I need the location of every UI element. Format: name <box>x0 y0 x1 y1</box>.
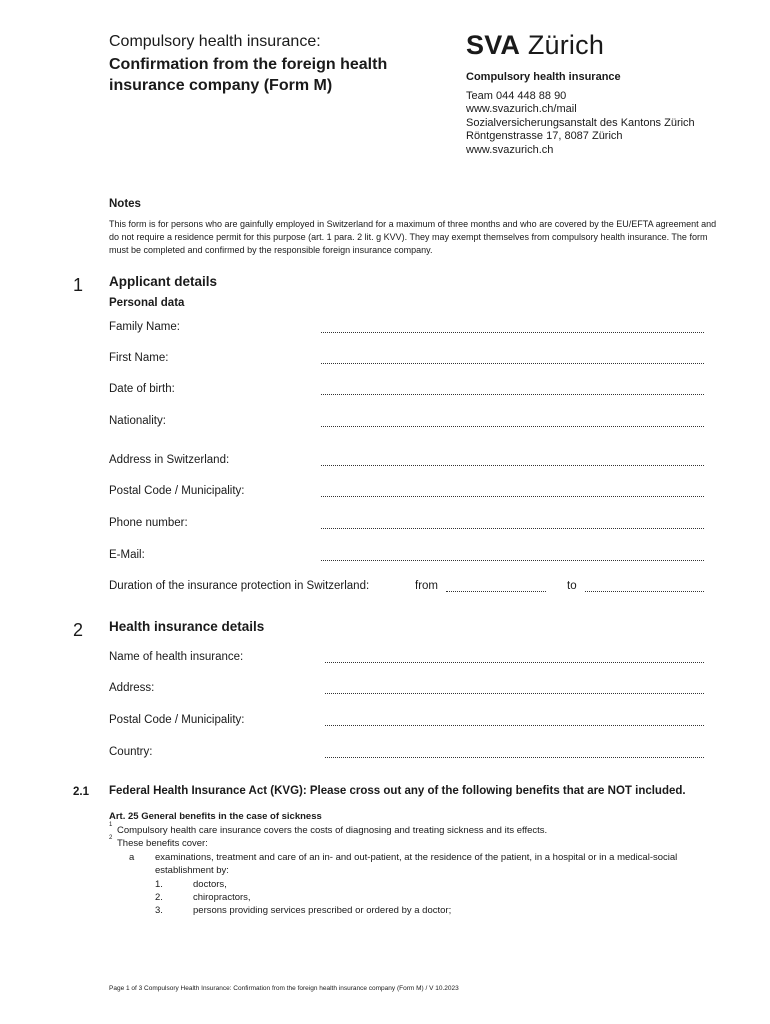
date-of-birth-field[interactable] <box>321 394 704 395</box>
personal-data-heading: Personal data <box>109 297 185 309</box>
duration-label: Duration of the insurance protection in Switzerland: <box>109 580 370 592</box>
contact-website-link[interactable]: www.svazurich.ch <box>466 144 554 156</box>
subitem-number: 1. <box>155 879 163 890</box>
from-label: from <box>415 580 438 592</box>
item-a-mark: a <box>129 852 135 863</box>
insurance-address-label: Address: <box>109 682 155 694</box>
notes-heading: Notes <box>109 198 141 210</box>
section-number: 1 <box>73 275 84 295</box>
phone-number-label: Phone number: <box>109 517 188 529</box>
nationality-label: Nationality: <box>109 415 166 427</box>
paragraph-mark: 2 <box>109 835 113 841</box>
section-title: Health insurance details <box>109 619 265 634</box>
insurance-postal-code-field[interactable] <box>325 725 704 726</box>
section-number: 2 <box>73 620 84 640</box>
address-switzerland-label: Address in Switzerland: <box>109 454 230 466</box>
contact-mail-link[interactable]: www.svazurich.ch/mail <box>466 103 577 115</box>
contact-phone: Team 044 448 88 90 <box>466 90 567 102</box>
article-heading: Art. 25 General benefits in the case of sickness <box>109 811 322 822</box>
insurance-name-label: Name of health insurance: <box>109 651 244 663</box>
to-label: to <box>567 580 577 592</box>
duration-to-field[interactable] <box>585 591 704 592</box>
paragraph-mark: 1 <box>109 822 113 828</box>
page-footer: Page 1 of 3 Compulsory Health Insurance: Confirmation from the foreign health insurance company (Form M) / V 10.2023 <box>109 985 459 992</box>
postal-code-field[interactable] <box>321 496 704 497</box>
postal-code-label: Postal Code / Municipality: <box>109 485 245 497</box>
item-a-text: examinations, treatment and care of an in- and out-patient, at the residence of the patient, in a hospital or in a medical-social <box>155 852 678 863</box>
contact-address: Röntgenstrasse 17, 8087 Zürich <box>466 130 623 142</box>
item-a-text-continued: establishment by: <box>155 865 229 876</box>
family-name-field[interactable] <box>321 332 704 333</box>
subitem-text: chiropractors, <box>193 892 251 903</box>
subitem-number: 2. <box>155 892 163 903</box>
subsection-number: 2.1 <box>73 786 89 798</box>
first-name-field[interactable] <box>321 363 704 364</box>
first-name-label: First Name: <box>109 352 169 364</box>
subitem-text: doctors, <box>193 879 227 890</box>
section-title: Applicant details <box>109 274 218 289</box>
subsection-title: Federal Health Insurance Act (KVG): Please cross out any of the following benefits that are NOT included. <box>109 785 686 797</box>
duration-from-field[interactable] <box>446 591 546 592</box>
family-name-label: Family Name: <box>109 321 180 333</box>
date-of-birth-label: Date of birth: <box>109 383 175 395</box>
contact-heading: Compulsory health insurance <box>466 71 621 83</box>
email-label: E-Mail: <box>109 549 145 561</box>
subitem-number: 3. <box>155 905 163 916</box>
address-switzerland-field[interactable] <box>321 465 704 466</box>
subitem-text: persons providing services prescribed or ordered by a doctor; <box>193 905 452 916</box>
paragraph-1: Compulsory health care insurance covers the costs of diagnosing and treating sickness and its effects. <box>117 825 548 836</box>
insurance-address-field[interactable] <box>325 693 704 694</box>
insurance-country-label: Country: <box>109 746 153 758</box>
insurance-postal-code-label: Postal Code / Municipality: <box>109 714 245 726</box>
paragraph-2: These benefits cover: <box>117 838 208 849</box>
insurance-country-field[interactable] <box>325 757 704 758</box>
form-title-line1: Compulsory health insurance: <box>109 33 321 50</box>
sva-logo <box>466 30 604 61</box>
insurance-name-field[interactable] <box>325 662 704 663</box>
phone-number-field[interactable] <box>321 528 704 529</box>
email-field[interactable] <box>321 560 704 561</box>
logo-regular: Zürich <box>520 30 605 60</box>
notes-text: This form is for persons who are gainfully employed in Switzerland for a maximum of three months and who are covered by the EU/EFTA agreement and do not require a residence permit for this purpose (art. 1 para. 2 lit. g KVV). They may exempt themselves from compulsory health insurance. The form must be completed and confirmed by the responsible foreign insurance company. <box>109 219 717 255</box>
form-title: Confirmation from the foreign health insurance company (Form M) <box>109 56 388 94</box>
logo-bold: SVA <box>466 30 521 60</box>
contact-institution: Sozialversicherungsanstalt des Kantons Zürich <box>466 117 695 129</box>
nationality-field[interactable] <box>321 426 704 427</box>
